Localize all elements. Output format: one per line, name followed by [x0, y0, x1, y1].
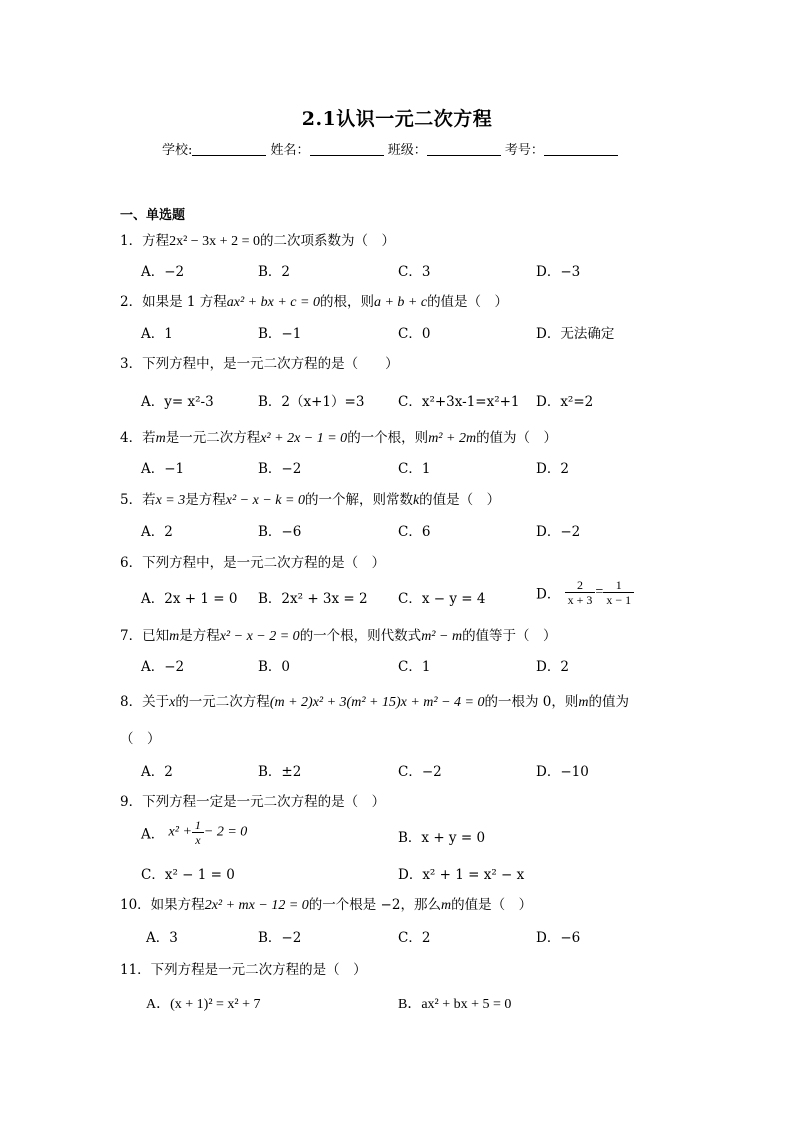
q1-option-a[interactable]: A．−2 — [141, 264, 185, 280]
page-title: 2.1认识一元二次方程 — [301, 108, 493, 130]
q6-d-denominator-right: x − 1 — [606, 593, 632, 607]
question-2-expression: a + b + c — [373, 295, 428, 310]
q3-option-d[interactable]: D．x²=2 — [536, 394, 594, 410]
question-8-text-end: 的值为 — [588, 694, 630, 710]
question-5-equation: x² − x − k = 0 — [225, 493, 305, 508]
question-10-var: m — [440, 898, 452, 913]
q5-option-a[interactable]: A．2 — [141, 524, 173, 540]
q9-a-rest: − 2 = 0 — [203, 824, 248, 840]
q6-option-c[interactable]: C．x − y = 4 — [398, 591, 486, 607]
question-8 — [120, 690, 629, 711]
question-5-text-mid: 是方程 — [185, 492, 226, 508]
question-2 — [120, 290, 508, 311]
q2-option-b[interactable]: B．−1 — [258, 326, 302, 342]
q4-option-d[interactable]: D．2 — [536, 461, 569, 477]
question-4-expression: m² + 2m — [428, 431, 477, 446]
question-7-equation: x² − x − 2 = 0 — [219, 629, 300, 644]
q6-option-b[interactable]: B．2x² + 3x = 2 — [258, 591, 368, 607]
q7-option-d[interactable]: D．2 — [536, 659, 569, 675]
question-1-text-end: 的二次项系数为（ ） — [259, 233, 395, 249]
class-label: 班级： — [387, 143, 427, 158]
question-5-text-mid2: 的一个解，则常数 — [304, 492, 413, 508]
question-4-text-end: 的值为（ ） — [476, 430, 558, 446]
q6-d-numerator-right: 1 — [603, 578, 634, 593]
question-4-text: 4．若 — [120, 430, 156, 446]
q10-option-c[interactable]: C．2 — [398, 930, 431, 946]
q7-option-a[interactable]: A．−2 — [141, 659, 185, 675]
question-7 — [120, 624, 557, 645]
question-7-var: m — [169, 629, 180, 644]
q10-option-a[interactable]: A．3 — [146, 930, 178, 946]
question-2-text-mid: 的根，则 — [319, 294, 374, 310]
question-4-text-mid: 是一元二次方程 — [165, 430, 261, 446]
question-4-text-mid2: 的一个根，则 — [347, 430, 429, 446]
q1-option-c[interactable]: C．3 — [398, 264, 431, 280]
question-7-expression: m² − m — [421, 629, 463, 644]
question-5 — [120, 488, 500, 509]
question-10-equation: 2x² + mx − 12 = 0 — [204, 898, 309, 913]
question-5-condition: x = 3 — [155, 493, 186, 508]
question-10 — [120, 893, 532, 914]
q10-option-b[interactable]: B．−2 — [258, 930, 302, 946]
question-1-equation: 2x² − 3x + 2 = 0 — [169, 234, 260, 249]
q10-option-d[interactable]: D．−6 — [536, 930, 581, 946]
q8-option-a[interactable]: A．2 — [141, 764, 173, 780]
q11-option-b[interactable]: B．ax² + bx + 5 = 0 — [398, 997, 512, 1012]
name-label: 姓名： — [270, 143, 310, 158]
question-2-equation: ax² + bx + c = 0 — [226, 295, 320, 310]
q9-option-d[interactable]: D．x² + 1 = x² − x — [398, 867, 525, 883]
q4-option-b[interactable]: B．−2 — [258, 461, 302, 477]
q9-option-a[interactable] — [141, 818, 247, 847]
question-4-var: m — [155, 431, 166, 446]
q7-option-c[interactable]: C．1 — [398, 659, 431, 675]
q3-option-b[interactable]: B．2（x+1）=3 — [258, 394, 365, 410]
question-6: 6．下列方程中，是一元二次方程的是（ ） — [120, 555, 386, 571]
class-blank[interactable] — [427, 141, 501, 156]
q5-option-b[interactable]: B．−6 — [258, 524, 302, 540]
question-1 — [120, 229, 395, 250]
section-heading: 一、单选题 — [120, 208, 186, 223]
q8-option-b[interactable]: B．±2 — [258, 764, 302, 780]
q9-a-term: x² + — [168, 824, 192, 840]
q6-d-fraction-right — [603, 578, 634, 607]
question-8-equation: (m + 2)x² + 3(m² + 15)x + m² − 4 = 0 — [269, 695, 485, 710]
school-label: 学校: — [162, 143, 193, 158]
q1-option-d[interactable]: D．−3 — [536, 264, 581, 280]
q5-option-d[interactable]: D．−2 — [536, 524, 581, 540]
question-7-text: 7．已知 — [120, 628, 170, 644]
question-5-text-end: 的值是（ ） — [419, 492, 501, 508]
q2-option-d[interactable]: D．无法确定 — [536, 326, 615, 342]
q6-option-a[interactable]: A．2x + 1 = 0 — [141, 591, 238, 607]
question-8-var2: m — [578, 695, 589, 710]
q6-d-numerator-left: 2 — [565, 578, 596, 593]
q9-option-b[interactable]: B．x + y = 0 — [398, 830, 486, 846]
q3-option-c[interactable]: C．x²+3x-1=x²+1 — [398, 394, 520, 410]
q2-option-c[interactable]: C．0 — [398, 326, 431, 342]
q5-option-c[interactable]: C．6 — [398, 524, 431, 540]
question-1-text: 1．方程 — [120, 233, 170, 249]
question-11: 11．下列方程是一元二次方程的是（ ） — [120, 962, 367, 978]
q2-option-a[interactable]: A．1 — [141, 326, 173, 342]
school-blank[interactable] — [192, 141, 266, 156]
question-10-text: 10．如果方程 — [120, 897, 205, 913]
question-4-equation: x² + 2x − 1 = 0 — [260, 431, 348, 446]
question-3: 3．下列方程中，是一元二次方程的是（ ） — [120, 356, 399, 372]
question-10-text-mid: 的一个根是 −2，那么 — [308, 897, 441, 913]
q3-option-a[interactable]: A．y= x²-3 — [141, 394, 214, 410]
question-2-text: 2．如果是 1 方程 — [120, 294, 227, 310]
question-2-text-end: 的值是（ ） — [427, 294, 509, 310]
student-info-row — [162, 139, 618, 158]
q6-d-fraction-left — [565, 578, 596, 607]
question-8-var: x — [169, 695, 176, 710]
question-8-text-mid2: 的一根为 0，则 — [484, 694, 579, 710]
q9-option-a-label: A． — [141, 826, 165, 843]
q9-a-numerator: 1 — [192, 818, 204, 833]
question-7-text-mid: 是方程 — [179, 628, 220, 644]
q6-option-d-label: D． — [536, 586, 561, 603]
q4-option-c[interactable]: C．1 — [398, 461, 431, 477]
question-5-var: k — [412, 493, 420, 508]
question-8-text-mid: 的一元二次方程 — [175, 694, 270, 710]
question-7-text-end: 的值等于（ ） — [462, 628, 557, 644]
q8-option-c[interactable]: C．−2 — [398, 764, 442, 780]
question-8-text: 8．关于 — [120, 694, 170, 710]
name-blank[interactable] — [310, 141, 384, 156]
question-4 — [120, 426, 557, 447]
number-blank[interactable] — [544, 141, 618, 156]
number-label: 考号： — [504, 143, 544, 158]
q4-option-a[interactable]: A．−1 — [141, 461, 185, 477]
q9-a-denominator: x — [195, 833, 201, 847]
q9-a-fraction — [192, 818, 204, 847]
q1-option-b[interactable]: B．2 — [258, 264, 291, 280]
question-10-text-end: 的值是（ ） — [451, 897, 533, 913]
question-5-text: 5．若 — [120, 492, 156, 508]
question-7-text-mid2: 的一个根，则代数式 — [299, 628, 422, 644]
question-9: 9．下列方程一定是一元二次方程的是（ ） — [120, 794, 386, 810]
q6-d-denominator-left: x + 3 — [567, 593, 593, 607]
q9-option-c[interactable]: C．x² − 1 = 0 — [141, 867, 235, 883]
q7-option-b[interactable]: B．0 — [258, 659, 291, 675]
question-8-line2: （ ） — [120, 731, 161, 747]
q6-d-equals: = — [595, 584, 604, 600]
q8-option-d[interactable]: D．−10 — [536, 764, 589, 780]
q11-option-a[interactable]: A．(x + 1)² = x² + 7 — [146, 997, 261, 1012]
q6-option-d[interactable] — [536, 578, 634, 607]
